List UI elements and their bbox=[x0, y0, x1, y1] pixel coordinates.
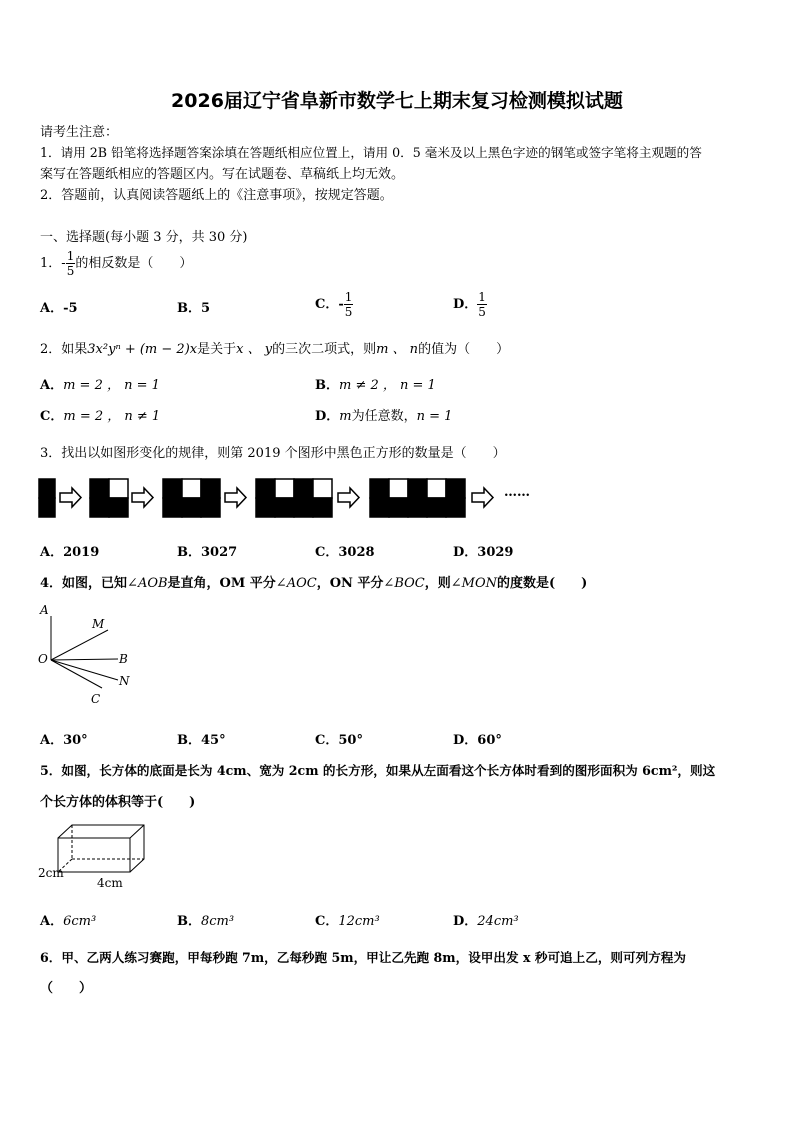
q4-label-b: B bbox=[119, 652, 128, 666]
q2-option-d[interactable]: D．m为任意数，n = 1 bbox=[315, 409, 453, 424]
q3-pattern-figure bbox=[36, 476, 556, 522]
q5-option-d[interactable]: D．24cm³ bbox=[453, 914, 519, 929]
question-3: 3．找出以如图形变化的规律，则第 2019 个图形中黑色正方形的数量是（ ） bbox=[40, 446, 506, 461]
question-6-line-2: （ ） bbox=[40, 981, 93, 996]
q4-option-c[interactable]: C．50° bbox=[315, 733, 363, 748]
notice-heading: 请考生注意： bbox=[40, 125, 119, 140]
q1-sign: - bbox=[61, 256, 66, 271]
q3-option-d[interactable]: D．3029 bbox=[453, 545, 514, 560]
notice-line-1b: 案写在答题纸相应的答题区内。写在试题卷、草稿纸上均无效。 bbox=[40, 167, 405, 182]
q5-cuboid-figure bbox=[50, 820, 160, 880]
q2-option-b[interactable]: B．m ≠ 2 ， n = 1 bbox=[315, 378, 436, 393]
q5-label-length: 4cm bbox=[97, 876, 123, 890]
q1-number: 1． bbox=[40, 256, 62, 271]
q2-option-c[interactable]: C．m = 2 ， n ≠ 1 bbox=[40, 409, 161, 424]
q4-option-d[interactable]: D．60° bbox=[453, 733, 502, 748]
q4-option-a[interactable]: A．30° bbox=[40, 733, 88, 748]
question-2: 2．如果3x²yⁿ + (m − 2)x是关于x 、 y的三次二项式，则m 、 n的值为（ ） bbox=[40, 342, 510, 357]
question-6-line-1: 6．甲、乙两人练习赛跑，甲每秒跑 7m，乙每秒跑 5m，甲让乙先跑 8m，设甲出发 x 秒可追上乙，则可列方程为 bbox=[40, 950, 686, 965]
question-4: 4．如图，已知∠AOB是直角，OM 平分∠AOC，ON 平分∠BOC，则∠MON的度数是( ) bbox=[40, 576, 588, 591]
q4-label-m: M bbox=[92, 617, 105, 631]
question-5-line-1: 5．如图，长方体的底面是长为 4cm、宽为 2cm 的长方形，如果从左面看这个长方体时看到的图形面积为 6cm²，则这 bbox=[40, 763, 716, 778]
q4-option-b[interactable]: B．45° bbox=[177, 733, 226, 748]
q1-option-a[interactable]: A．-5 bbox=[40, 301, 78, 316]
page-title: 2026届辽宁省阜新市数学七上期末复习检测模拟试题 bbox=[171, 90, 623, 112]
notice-line-1a: 1．请用 2B 铅笔将选择题答案涂填在答题纸相应位置上，请用 0．5 毫米及以上黑色字迹的钢笔或签字笔将主观题的答 bbox=[40, 145, 702, 160]
q5-label-width: 2cm bbox=[38, 866, 64, 880]
q3-ellipsis: …… bbox=[504, 485, 530, 500]
question-1 bbox=[40, 248, 192, 280]
q5-option-c[interactable]: C．12cm³ bbox=[315, 914, 380, 929]
section-heading: 一、选择题(每小题 3 分，共 30 分) bbox=[40, 230, 248, 245]
q1-text: 的相反数是（ ） bbox=[75, 256, 193, 271]
q3-option-a[interactable]: A．2019 bbox=[40, 545, 100, 560]
q1-fraction: $\frac{1}{5}$ bbox=[66, 249, 75, 278]
q3-option-b[interactable]: B．3027 bbox=[177, 545, 238, 560]
question-5-line-2: 个长方体的体积等于( ) bbox=[40, 795, 196, 810]
q2-expression: 3x²yⁿ + (m − 2)x bbox=[87, 342, 198, 357]
q5-option-a[interactable]: A．6cm³ bbox=[40, 914, 97, 929]
notice-line-2: 2．答题前，认真阅读答题纸上的《注意事项》，按规定答题。 bbox=[40, 188, 393, 203]
q4-label-n: N bbox=[119, 674, 130, 688]
q1-option-b[interactable]: B．5 bbox=[177, 301, 211, 316]
q4-label-c: C bbox=[91, 692, 101, 706]
q1-option-d[interactable]: D． $\frac{1}{5}$ bbox=[453, 290, 486, 319]
q2-option-a[interactable]: A．m = 2 ， n = 1 bbox=[40, 378, 160, 393]
q4-label-o: O bbox=[38, 652, 48, 666]
q1-option-c[interactable]: C．- $\frac{1}{5}$ bbox=[315, 290, 353, 319]
q5-option-b[interactable]: B．8cm³ bbox=[177, 914, 235, 929]
q3-option-c[interactable]: C．3028 bbox=[315, 545, 375, 560]
q4-label-a: A bbox=[40, 603, 49, 617]
